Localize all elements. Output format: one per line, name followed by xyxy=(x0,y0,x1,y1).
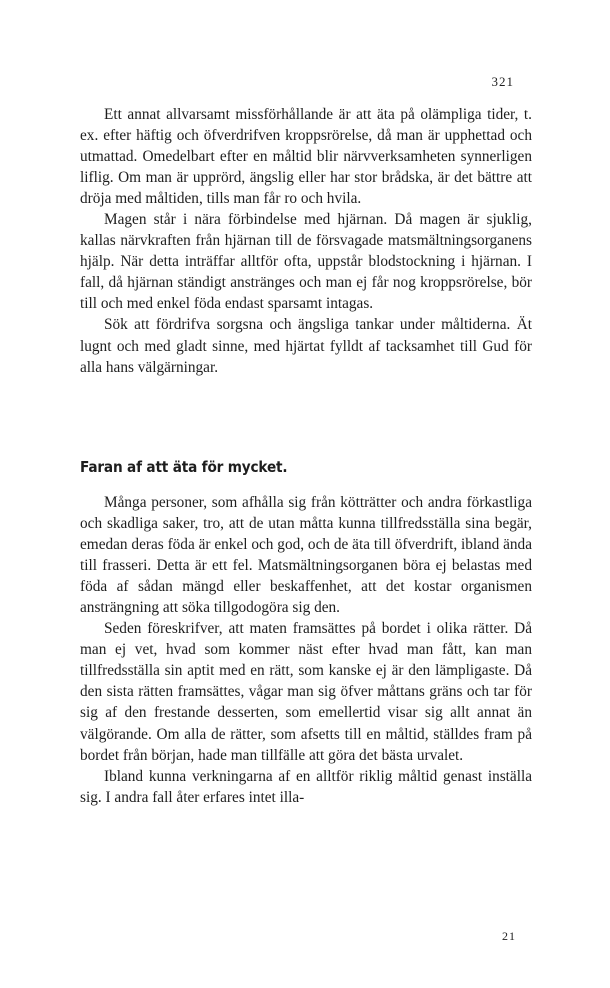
paragraph: Många personer, som afhålla sig från kötträtter och andra förkastliga och skadliga saker, tro, att de utan måtta kunna tillfredsställa sina begär, emedan deras föda är enkel och god, och de äta till öfverdrift, ibland ända till frasseri. Detta är ett fel. Matsmältningsorganen böra ej belastas med föda af sådan mängd eller beskaffenhet, att det kostar organismen ansträngning att söka tillgodogöra sig den. xyxy=(80,494,532,617)
paragraph: Ett annat allvarsamt missförhållande är att äta på olämpliga tider, t. ex. efter häftig och öfverdrifven kroppsrörelse, då man är upphettad och utmattad. Omedelbart efter en måltid blir närvverksamheten synnerligen liflig. Om man är upprörd, ängslig eller har stor brådska, är det bättre att dröja med måltiden, tills man får ro och hvila. xyxy=(80,106,532,208)
paragraph: Ibland kunna verkningarna af en alltför riklig måltid genast inställa sig. I andra fall åter erfares intet illa- xyxy=(80,767,532,806)
paragraph: Magen står i nära förbindelse med hjärnan. Då magen är sjuklig, kallas närvkraften från hjärnan till de försvagade matsmältningsorganens hjälp. När detta inträffar alltför ofta, uppstår blodstockning i hjärnan. I fall, då hjärnan ständigt anstränges och man ej får nog kroppsrörelse, bör till och med enkel föda endast sparsamt intagas. xyxy=(80,211,532,313)
section-1-text xyxy=(80,104,532,378)
paragraph: Seden föreskrifver, att maten framsättes på bordet i olika rätter. Då man ej vet, hvad som kommer näst efter hvad man fått, kan man tillfredsställa sin aptit med en rätt, som kanske ej är den lämpligaste. Då den sista rätten framsättes, vågar man sig öfver måttans gräns och tar för sig af den frestande desserten, som emellertid visar sig allt annat än välgörande. Om alla de rätter, som afsetts till en måltid, ställdes fram på bordet från början, hade man tillfälle att göra det bästa urvalet. xyxy=(80,620,532,764)
page-number: 321 xyxy=(491,74,514,89)
section-2-text xyxy=(80,492,532,808)
paragraph: Sök att fördrifva sorgsna och ängsliga tankar under måltiderna. Ät lugnt och med gladt sinne, med hjärtat fylldt af tacksamhet till Gud för alla hans välgärningar. xyxy=(80,316,532,376)
section-heading: Faran af att äta för mycket. xyxy=(80,458,288,476)
signature-mark: 21 xyxy=(502,929,516,943)
